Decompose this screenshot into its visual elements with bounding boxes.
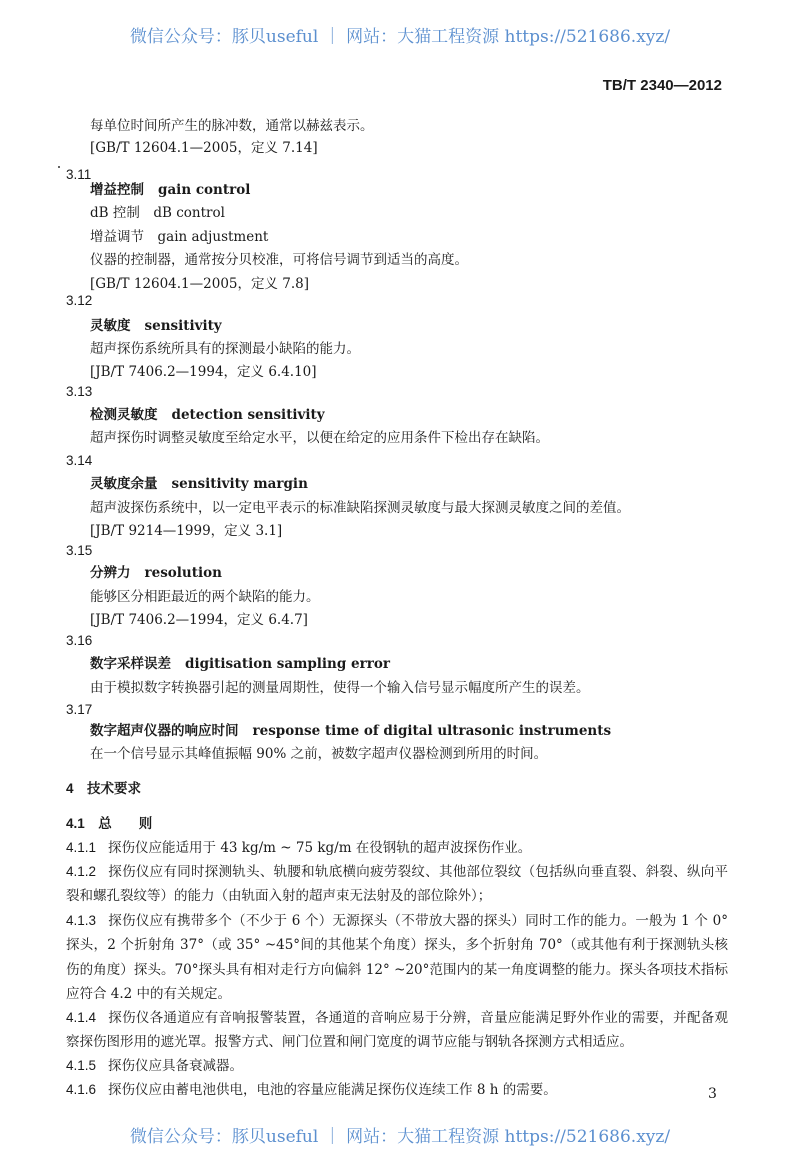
term-alt: 增益调节 gain adjustment: [90, 229, 269, 245]
term-number: 3.11: [66, 167, 92, 182]
term-ref: [JB/T 7406.2—1994，定义 6.4.7]: [90, 612, 308, 628]
term-title: [90, 563, 222, 583]
clause: [66, 909, 728, 1006]
clause-number: 4.1.3: [66, 913, 97, 928]
term-zh: 灵敏度: [90, 318, 131, 334]
term-title: [90, 721, 611, 741]
term-number: 3.13: [66, 384, 93, 399]
term-number: 3.12: [66, 293, 93, 308]
clause-number: 4.1.6: [66, 1082, 97, 1097]
term-definition: 能够区分相距最近的两个缺陷的能力。: [90, 589, 320, 605]
clause-number: 4.1.1: [66, 840, 97, 855]
term-zh: 分辨力: [90, 565, 131, 581]
term-definition: 超声探伤系统所具有的探测最小缺陷的能力。: [90, 341, 360, 357]
term-number: 3.14: [66, 453, 93, 468]
term-en: resolution: [144, 565, 222, 581]
term-en: digitisation sampling error: [185, 656, 390, 672]
term-number: 3.17: [66, 702, 93, 717]
term-title: [90, 316, 222, 336]
clause-text: 探伤仪应由蓄电池供电，电池的容量应能满足探伤仪连续工作 8 h 的需要。: [108, 1082, 557, 1098]
clause-number: 4.1.5: [66, 1058, 97, 1073]
term-alt: dB 控制 dB control: [90, 205, 225, 221]
clause: [66, 1078, 728, 1102]
term-ref: [GB/T 12604.1—2005，定义 7.8]: [90, 276, 310, 292]
term-zh: 灵敏度余量: [90, 476, 158, 492]
term-definition: 在一个信号显示其峰值振幅 90% 之前，被数字超声仪器检测到所用的时间。: [90, 746, 548, 762]
term-en: sensitivity: [144, 318, 222, 334]
clause: [66, 1054, 728, 1078]
term-zh: 数字采样误差: [90, 656, 171, 672]
term-ref: [JB/T 9214—1999，定义 3.1]: [90, 523, 283, 539]
term-en: response time of digital ultrasonic instruments: [252, 723, 612, 739]
term-title: [90, 405, 325, 425]
term-number: 3.16: [66, 633, 93, 648]
term-en: sensitivity margin: [171, 476, 308, 492]
term-number: 3.15: [66, 543, 93, 558]
clause: [66, 1006, 728, 1055]
term-title: [90, 474, 308, 494]
clause-text: 探伤仪各通道应有音响报警装置，各通道的音响应易于分辨，音量应能满足野外作业的需要，并配备观察探伤图形用的遮光罩。报警方式、闸门位置和闸门宽度的调节应能与钢轨各探测方式相适应。: [66, 1010, 728, 1051]
scan-speck: [58, 166, 60, 168]
clause: [66, 860, 728, 909]
term-zh: 增益控制: [90, 182, 144, 198]
clause: [66, 836, 728, 860]
clause-text: 探伤仪应有携带多个（不少于 6 个）无源探头（不带放大器的探头）同时工作的能力。一般为 1 个 0°探头，2 个折射角 37°（或 35° ~45°间的其他某个角度）探头，多个折射角 70°（或其他有利于探测轨头核伤的角度）探头。70°探头具有相对走行方向偏斜 12° ~20°范围内的某一角度调整的能力。探头各项技术指标应符合 4.2 中的有关规定。: [66, 913, 728, 1002]
term-title: [90, 180, 250, 200]
clause-text: 探伤仪应具备衰减器。: [108, 1058, 244, 1074]
term-en: detection sensitivity: [171, 407, 325, 423]
term-definition: 仪器的控制器，通常按分贝校准，可将信号调节到适当的高度。: [90, 252, 468, 268]
term-definition: 由于模拟数字转换器引起的测量周期性，使得一个输入信号显示幅度所产生的误差。: [90, 680, 590, 696]
term-definition: 超声探伤时调整灵敏度至给定水平，以便在给定的应用条件下检出存在缺陷。: [90, 430, 549, 446]
subsection-heading: 4.1 总 则: [66, 816, 153, 831]
term-en: gain control: [158, 182, 251, 198]
watermark-top: 微信公众号：豚贝useful ｜ 网站：大猫工程资源 https://521686.xyz/: [129, 27, 671, 47]
page-number: 3: [708, 1086, 717, 1102]
standard-code: TB/T 2340—2012: [602, 77, 722, 94]
watermark-bottom: 微信公众号：豚贝useful ｜ 网站：大猫工程资源 https://521686.xyz/: [129, 1127, 671, 1147]
section-heading: 4 技术要求: [66, 781, 142, 796]
term-definition: 超声波探伤系统中，以一定电平表示的标准缺陷探测灵敏度与最大探测灵敏度之间的差值。: [90, 500, 630, 516]
term-title: [90, 654, 390, 674]
clause-number: 4.1.4: [66, 1010, 97, 1025]
intro-ref: [GB/T 12604.1—2005，定义 7.14]: [90, 140, 318, 156]
clause-text: 探伤仪应有同时探测轨头、轨腰和轨底横向疲劳裂纹、其他部位裂纹（包括纵向垂直裂、斜裂、纵向平裂和螺孔裂纹等）的能力（由轨面入射的超声束无法射及的部位除外）；: [66, 864, 728, 905]
term-zh: 检测灵敏度: [90, 407, 158, 423]
intro-text: 每单位时间所产生的脉冲数，通常以赫兹表示。: [90, 118, 374, 134]
clause-text: 探伤仪应能适用于 43 kg/m ~ 75 kg/m 在役钢轨的超声波探伤作业。: [108, 840, 532, 856]
clause-number: 4.1.2: [66, 864, 97, 879]
term-zh: 数字超声仪器的响应时间: [90, 723, 239, 739]
term-ref: [JB/T 7406.2—1994，定义 6.4.10]: [90, 364, 317, 380]
